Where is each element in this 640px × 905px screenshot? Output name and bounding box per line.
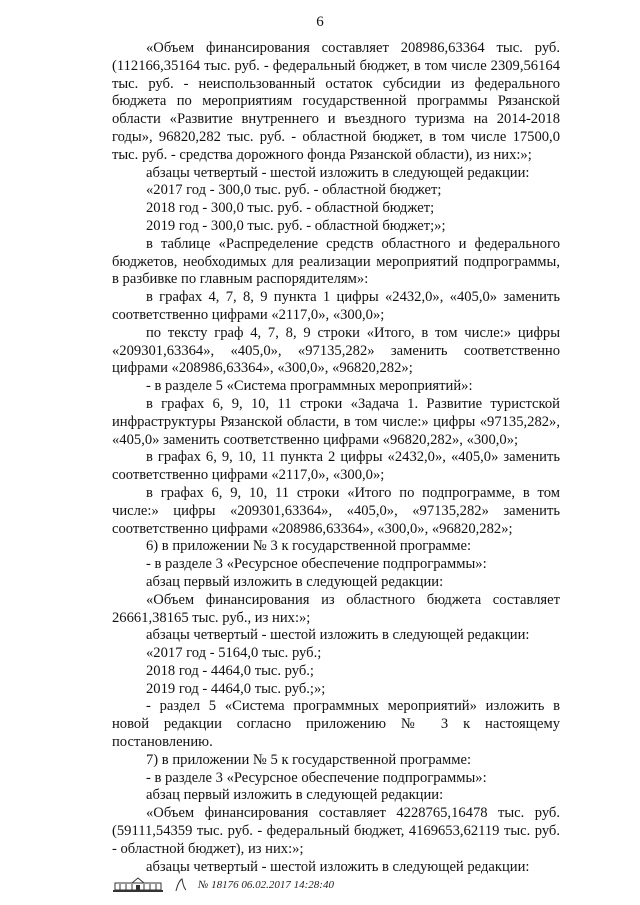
paragraph: в графах 6, 9, 10, 11 строки «Итого по подпрограмме, в том числе:» цифры «209301,63364», «405,0», «97135,282» заменить соответственно цифрами «208986,63364», «300,0», «96820,282»; [112,484,560,537]
paragraph: абзацы четвертый - шестой изложить в следующей редакции: [146,627,530,644]
page-number: 6 [316,14,324,30]
registration-footer [112,876,334,894]
paragraph: 6) в приложении № 3 к государственной программе: [146,538,472,555]
paragraph: абзацы четвертый - шестой изложить в следующей редакции: [146,858,530,875]
paragraph: - раздел 5 «Система программных мероприятий» изложить в новой редакции согласно приложению № 3 к настоящему постановлению. [112,698,560,751]
paragraph: в графах 6, 9, 10, 11 пункта 2 цифры «2432,0», «405,0» заменить соответственно цифрами «2117,0», «300,0»; [112,449,560,484]
paragraph: - в разделе 5 «Система программных мероприятий»: [146,378,473,395]
document-body [112,40,560,876]
paragraph: абзац первый изложить в следующей редакции: [146,787,444,804]
paragraph: абзацы четвертый - шестой изложить в следующей редакции: [146,164,530,181]
paragraph: 2019 год - 300,0 тыс. руб. - областной бюджет;»; [146,217,446,234]
paragraph: в графах 6, 9, 10, 11 строки «Задача 1. Развитие туристской инфраструктуры Рязанской области, в том числе:» цифры «97135,282», «405,0» заменить соответственно цифрами «96820,282», «300,0»; [112,395,560,448]
paragraph: «Объем финансирования составляет 208986,63364 тыс. руб. (112166,35164 тыс. руб. - федеральный бюджет, в том числе 2309,56164 тыс. руб. - неиспользованный остаток субсидии из федерального бюджета по мероприятиям государственной программы Рязанской области «Развитие внутреннего и въездного туризма на 2014-2018 годы», 96820,282 тыс. руб. - областной бюджет, в том числе 17500,0 тыс. руб. - средства дорожного фонда Рязанской области), из них:»; [112,40,560,163]
paragraph: - в разделе 3 «Ресурсное обеспечение подпрограммы»: [146,769,487,786]
government-building-logo [112,877,164,893]
paragraph: абзац первый изложить в следующей редакции: [146,573,444,590]
paragraph: в графах 4, 7, 8, 9 пункта 1 цифры «2432,0», «405,0» заменить соответственно цифрами «2117,0», «300,0»; [112,289,560,323]
paragraph: «2017 год - 5164,0 тыс. руб.; [146,645,322,662]
paragraph: «Объем финансирования из областного бюджета составляет 26661,38165 тыс. руб., из них:»; [112,591,560,626]
paragraph: 2018 год - 300,0 тыс. руб. - областной бюджет; [146,200,435,217]
paragraph: 2018 год - 4464,0 тыс. руб.; [146,662,314,679]
paragraph: в таблице «Распределение средств областного и федерального бюджетов, необходимых для реализации мероприятий подпрограммы, в разбивке по главным распорядителям»: [112,235,560,288]
paragraph: по тексту граф 4, 7, 8, 9 строки «Итого, в том числе:» цифры «209301,63364», «405,0», «97135,282» заменить соответственно цифрами «208986,63364», «300,0», «96820,282»; [112,324,560,377]
signature-mark-icon [174,877,188,893]
paragraph: «2017 год - 300,0 тыс. руб. - областной бюджет; [146,182,442,199]
paragraph: 2019 год - 4464,0 тыс. руб.;»; [146,680,326,697]
paragraph: - в разделе 3 «Ресурсное обеспечение подпрограммы»: [146,556,487,573]
paragraph: «Объем финансирования составляет 4228765,16478 тыс. руб. (59111,54359 тыс. руб. - федеральный бюджет, 4169653,62119 тыс. руб. - областной бюджет), из них:»; [112,805,560,857]
registration-number: № 18176 06.02.2017 14:28:40 [198,879,334,891]
paragraph: 7) в приложении № 5 к государственной программе: [146,751,472,768]
